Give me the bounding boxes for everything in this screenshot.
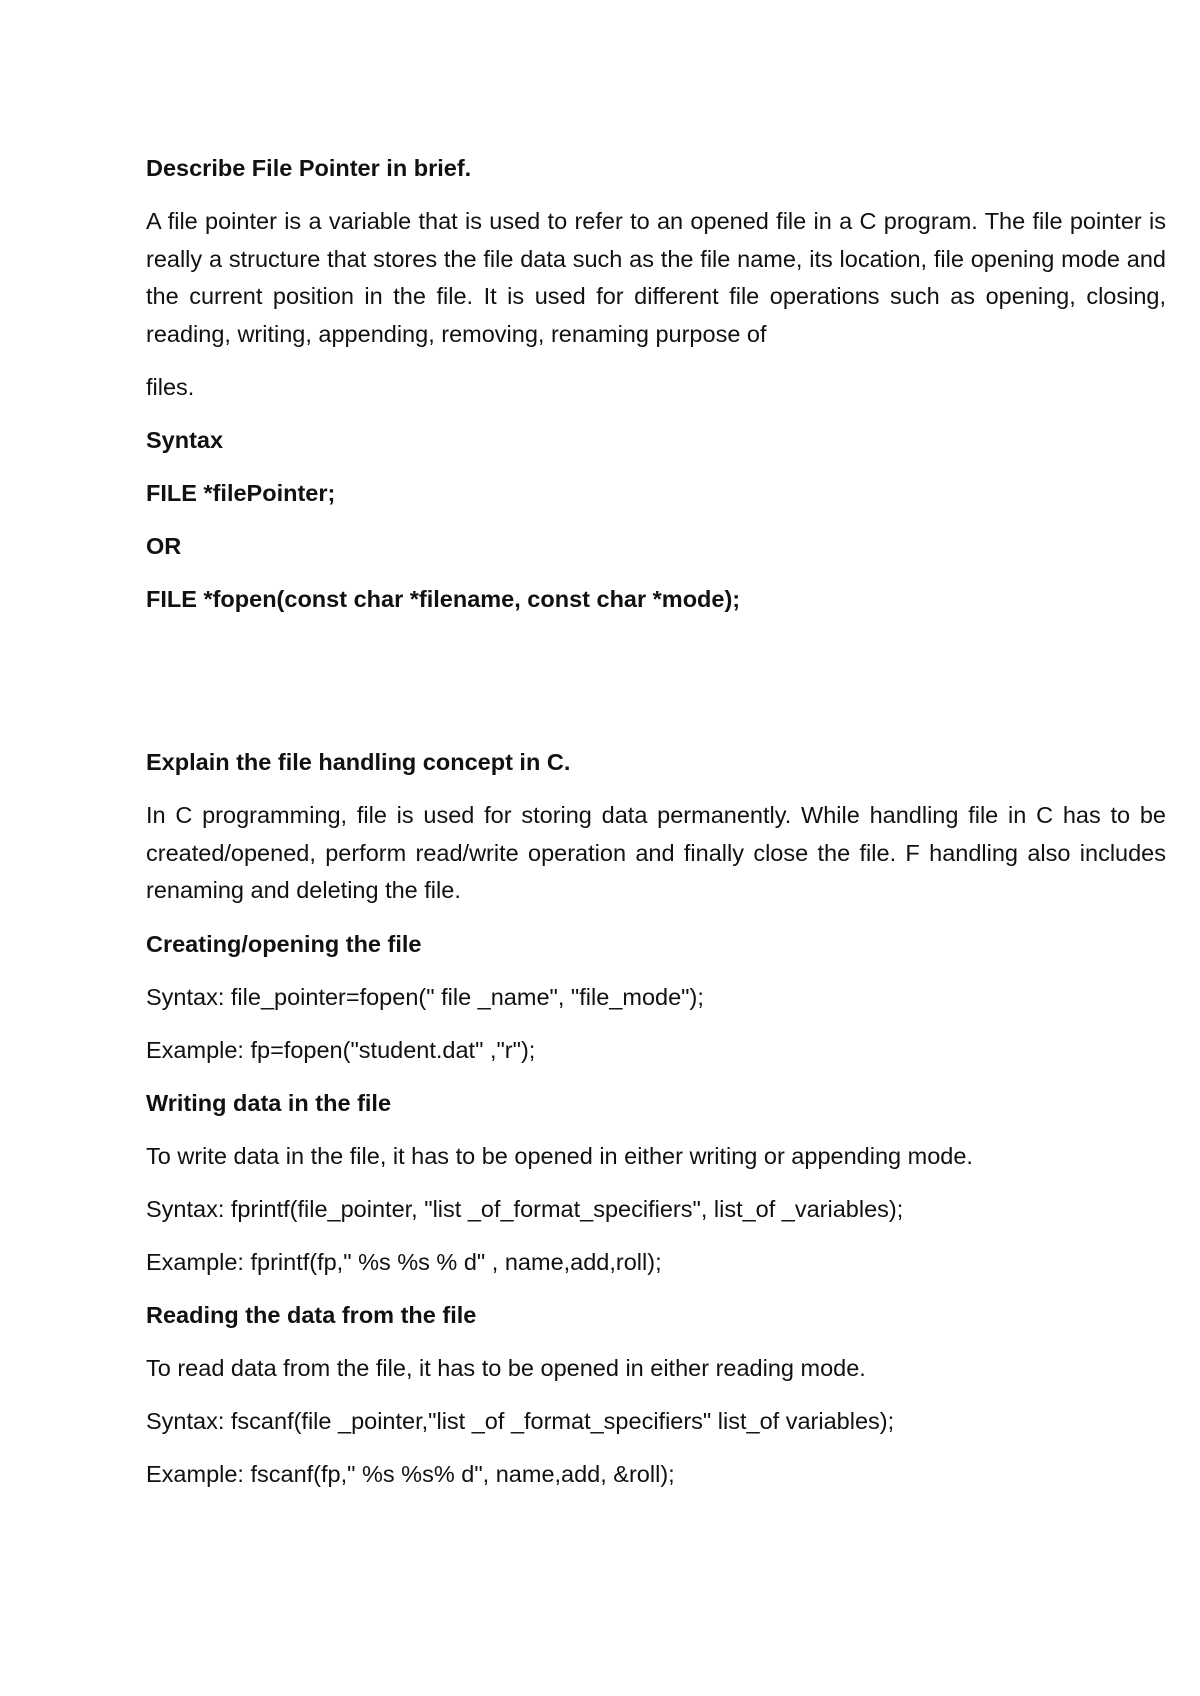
syntax-declaration: FILE *filePointer; <box>146 480 336 506</box>
document-content <box>146 150 1166 1509</box>
heading-reading: Reading the data from the file <box>146 1301 477 1328</box>
syntax-writing: Syntax: fprintf(file_pointer, "list _of_format_specifiers", list_of _variables); <box>146 1195 904 1222</box>
paragraph-file-pointer-continuation: files. <box>146 374 195 400</box>
heading-file-handling: Explain the file handling concept in C. <box>146 749 571 775</box>
section-spacer <box>146 634 1166 744</box>
example-creating: Example: fp=fopen("student.dat" ,"r"); <box>146 1036 536 1063</box>
example-writing: Example: fprintf(fp," %s %s % d" , name,add,roll); <box>146 1248 662 1275</box>
syntax-fopen-prototype: FILE *fopen(const char *filename, const char *mode); <box>146 586 741 612</box>
syntax-label: Syntax <box>146 427 224 453</box>
heading-creating-opening: Creating/opening the file <box>146 930 422 957</box>
description-reading: To read data from the file, it has to be opened in either reading mode. <box>146 1354 866 1381</box>
or-label: OR <box>146 533 182 559</box>
syntax-reading: Syntax: fscanf(file _pointer,"list _of _format_specifiers" list_of variables); <box>146 1407 895 1434</box>
heading-writing: Writing data in the file <box>146 1089 392 1116</box>
heading-file-pointer: Describe File Pointer in brief. <box>146 155 472 181</box>
paragraph-file-pointer: A file pointer is a variable that is used to refer to an opened file in a C program. The file pointer is really a structure that stores the file data such as the file name, its location, file opening mode and the current position in the file. It is used for different file operations such as opening, closing, reading, writing, appending, removing, renaming purpose of <box>146 208 1166 347</box>
paragraph-file-handling: In C programming, file is used for storing data permanently. While handling file in C has to be created/opened, perform read/write operation and finally close the file. F handling also includes renaming and deleting the file. <box>146 802 1166 903</box>
syntax-creating: Syntax: file_pointer=fopen(" file _name", "file_mode"); <box>146 983 704 1010</box>
description-writing: To write data in the file, it has to be opened in either writing or appending mode. <box>146 1142 973 1169</box>
example-reading: Example: fscanf(fp," %s %s% d", name,add, &roll); <box>146 1460 675 1487</box>
